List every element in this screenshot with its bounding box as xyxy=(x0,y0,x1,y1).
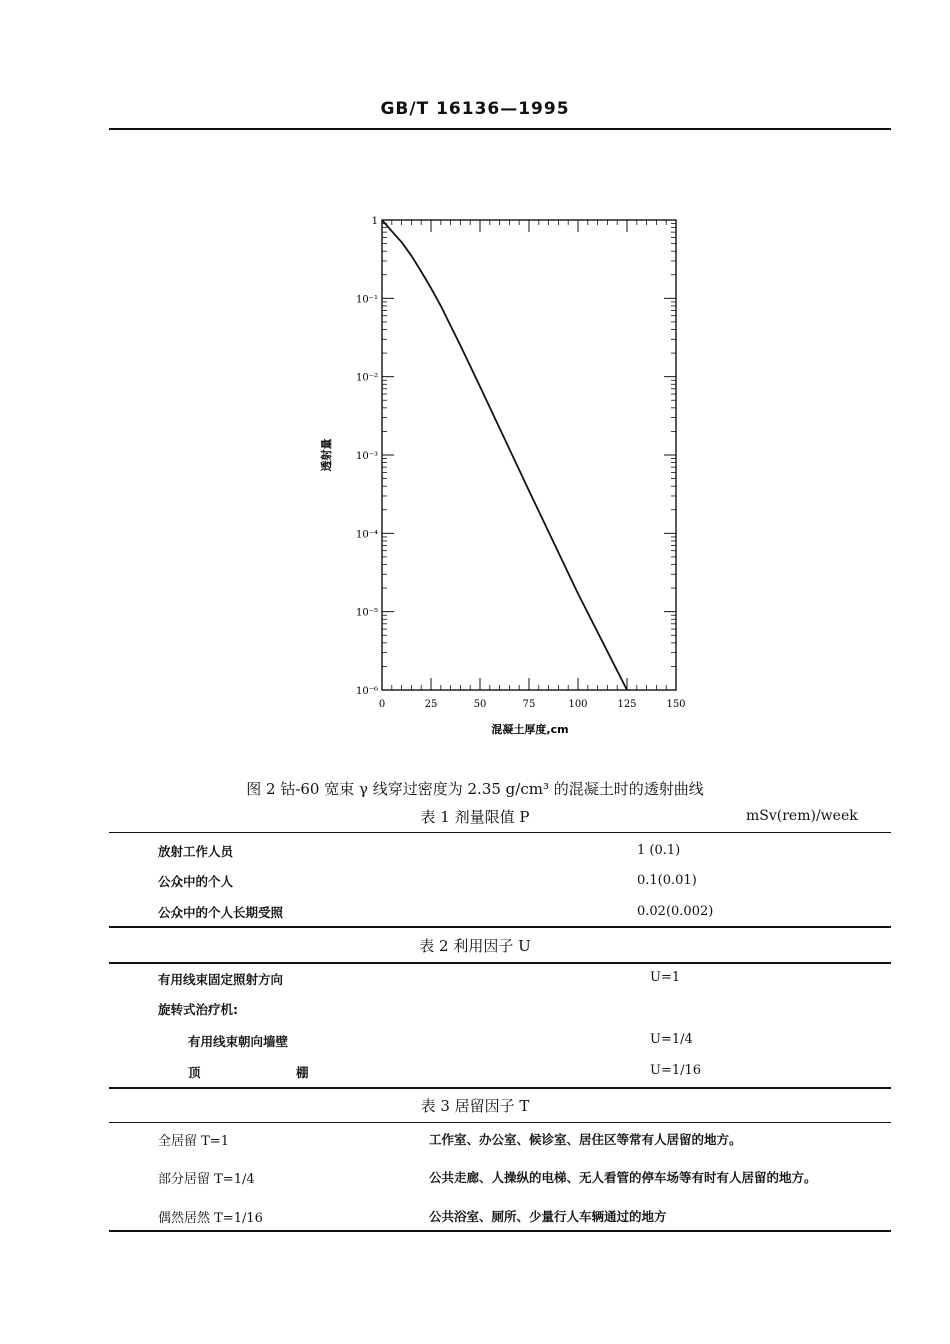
x-tick-label: 150 xyxy=(666,699,686,710)
table2-bottom-rule xyxy=(109,1087,891,1089)
header-rule xyxy=(109,128,891,130)
y-tick-label: 1 xyxy=(371,216,378,227)
table1-title: 表 1 剂量限值 P xyxy=(420,808,530,826)
table3-bottom-rule xyxy=(109,1230,891,1232)
y-tick-label: 10⁻⁵ xyxy=(355,607,378,619)
table2-row-label: 顶 xyxy=(188,1065,201,1080)
table3-row-value: 公共走廊、人操纵的电梯、无人看管的停车场等有时有人居留的地方。 xyxy=(429,1170,817,1185)
table3-row-value: 工作室、办公室、候诊室、居住区等常有人居留的地方。 xyxy=(429,1132,742,1147)
table3-title: 表 3 居留因子 T xyxy=(420,1097,530,1115)
table2-row-label: 有用线束固定照射方向 xyxy=(158,972,284,987)
x-tick-label: 125 xyxy=(617,699,637,710)
table3-row-label: 全居留 T=1 xyxy=(158,1134,229,1149)
transmission-chart xyxy=(300,205,700,745)
document-header-title: GB/T 16136—1995 xyxy=(380,99,570,119)
table1-bottom-rule xyxy=(109,926,891,928)
x-axis-label: 混凝土厚度,cm xyxy=(491,723,569,736)
table1-row-label: 公众中的个人 xyxy=(158,874,234,889)
table3-row-label: 部分居留 T=1/4 xyxy=(158,1172,255,1187)
y-axis-label: 透射量 xyxy=(320,438,333,472)
table2-row-label-2: 棚 xyxy=(296,1065,309,1080)
figure-caption: 图 2 钴-60 宽束 γ 线穿过密度为 2.35 g/cm³ 的混凝土时的透射曲线 xyxy=(246,780,704,798)
x-tick-label: 50 xyxy=(473,699,487,710)
x-tick-label: 0 xyxy=(378,699,386,710)
table2-row-label: 旋转式治疗机: xyxy=(158,1002,238,1017)
table2-title: 表 2 利用因子 U xyxy=(419,937,531,955)
table3-row-value: 公共浴室、厕所、少量行人车辆通过的地方 xyxy=(429,1209,667,1224)
plot-frame xyxy=(382,220,676,690)
table2-row-value: U=1 xyxy=(650,970,681,985)
transmission-curve xyxy=(382,220,627,690)
table3-row-label: 偶然居然 T=1/16 xyxy=(158,1211,263,1226)
y-tick-label: 10⁻⁶ xyxy=(355,686,378,697)
table1-row-label: 公众中的个人长期受照 xyxy=(158,905,284,920)
y-tick-label: 10⁻⁴ xyxy=(355,529,378,541)
table1-row-value: 0.02(0.002) xyxy=(637,904,714,919)
table1-row-value: 0.1(0.01) xyxy=(637,873,697,888)
x-tick-label: 75 xyxy=(522,699,536,710)
x-tick-label: 25 xyxy=(424,699,438,710)
y-tick-label: 10⁻¹ xyxy=(355,294,378,306)
table1-top-rule xyxy=(109,832,891,833)
table2-row-value: U=1/4 xyxy=(650,1032,693,1047)
table1-unit: mSv(rem)/week xyxy=(746,808,858,824)
y-tick-label: 10⁻³ xyxy=(355,451,378,462)
table1-row-label: 放射工作人员 xyxy=(158,844,234,859)
table2-row-value: U=1/16 xyxy=(650,1063,702,1078)
table3-top-rule xyxy=(109,1122,891,1123)
y-tick-label: 10⁻² xyxy=(355,372,378,384)
table2-row-label: 有用线束朝向墙壁 xyxy=(188,1034,289,1049)
x-tick-label: 100 xyxy=(568,699,588,710)
table2-top-rule xyxy=(109,962,891,964)
table1-row-value: 1 (0.1) xyxy=(637,843,681,858)
